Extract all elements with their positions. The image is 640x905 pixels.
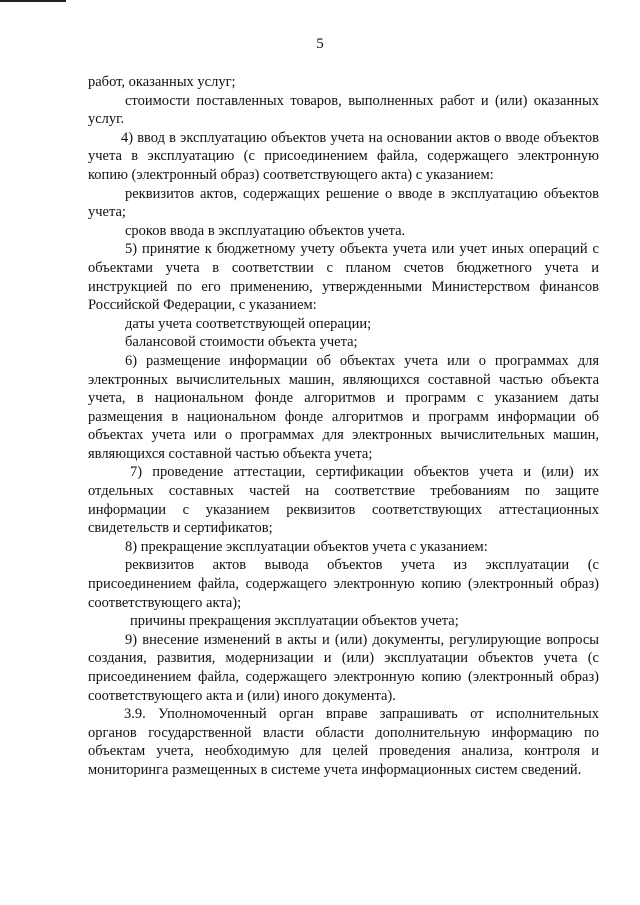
paragraph-item-4: 4) ввод в эксплуатацию объектов учета на основании актов о вводе объектов учета в эксплуатацию (с присоединением файла, содержащего электронную копию (электронный образ) соответствующего акта) с указанием:	[88, 129, 599, 183]
paragraph: реквизитов актов, содержащих решение о вводе в эксплуатацию объектов учета;	[88, 185, 599, 221]
paragraph: работ, оказанных услуг;	[88, 74, 236, 90]
paragraph-section-3-9: 3.9. Уполномоченный орган вправе запрашивать от исполнительных органов государственной власти области дополнительную информацию по объектам учета, необходимую для целей проведения анализа, контроля и мониторинга размещенных в системе учета информационных систем сведений.	[88, 706, 599, 778]
paragraph-item-6: 6) размещение информации об объектах учета или о программах для электронных вычислительных машин, являющихся составной частью объекта учета, в национальном фонде алгоритмов и программ с указанием даты размещения в национальном фонде алгоритмов и программ информации об объектах учета или о программах для электронных вычислительных машин, являющихся составной частью объекта учета;	[88, 352, 599, 462]
paragraph: балансовой стоимости объекта учета;	[125, 334, 358, 351]
scan-corner-mark	[0, 0, 66, 2]
paragraph: даты учета соответствующей операции;	[125, 315, 372, 332]
document-body	[88, 73, 599, 780]
paragraph: причины прекращения эксплуатации объектов учета;	[130, 613, 459, 630]
paragraph-item-8: 8) прекращение эксплуатации объектов учета с указанием:	[125, 538, 488, 555]
paragraph-item-7: 7) проведение аттестации, сертификации объектов учета и (или) их отдельных составных частей на соответствие требованиям по защите информации с указанием реквизитов соответствующих аттестационных свидетельств и сертификатов;	[88, 464, 599, 537]
page-number: 5	[316, 36, 324, 52]
paragraph-item-9: 9) внесение изменений в акты и (или) документы, регулирующие вопросы создания, развития, модернизации и (или) эксплуатации объектов учета (с присоединением файла, содержащего электронную копию (электронный образ) соответствующего акта и (или) иного документа).	[88, 631, 599, 704]
paragraph-item-5: 5) принятие к бюджетному учету объекта учета или учет иных операций с объектами учета в соответствии с планом счетов бюджетного учета и инструкцией по его применению, утвержденными Министерством финансов Российской Федерации, с указанием:	[88, 241, 599, 314]
paragraph: реквизитов актов вывода объектов учета из эксплуатации (с присоединением файла, содержащего электронную копию (электронный образ) соответствующего акта);	[88, 557, 599, 611]
paragraph: стоимости поставленных товаров, выполненных работ и (или) оказанных услуг.	[88, 92, 599, 128]
paragraph: сроков ввода в эксплуатацию объектов учета.	[125, 222, 406, 239]
